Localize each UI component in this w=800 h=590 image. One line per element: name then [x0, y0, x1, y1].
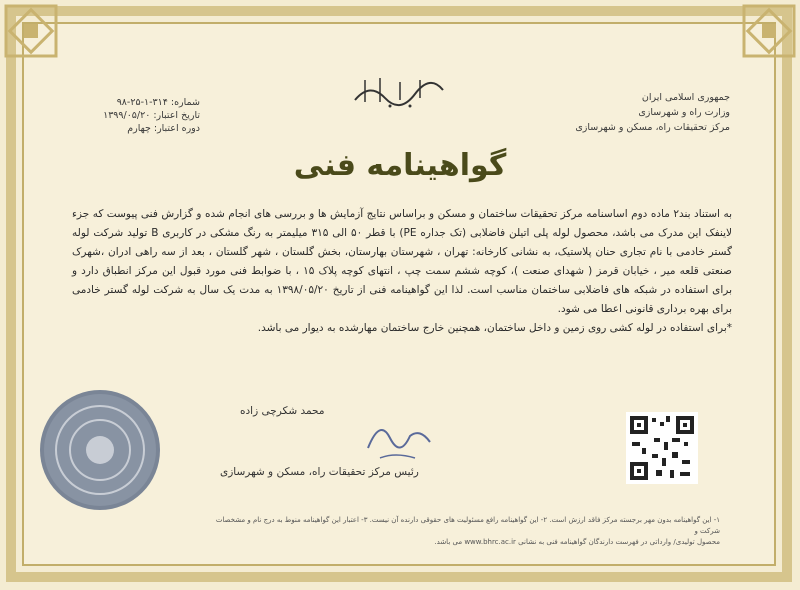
bismillah-calligraphy-icon	[350, 72, 448, 112]
certificate-title: گواهینامه فنی	[293, 148, 507, 183]
qr-code-icon	[626, 412, 698, 484]
official-seal-icon	[40, 390, 160, 510]
corner-ornament-icon	[740, 2, 798, 60]
header-center: مرکز تحقیقات راه، مسکن و شهرسازی	[575, 122, 730, 133]
footer-line: ۱- این گواهینامه بدون مهر برجسته مرکز فاقد ارزش است. ۲- این گواهینامه رافع مسئولیت های حقوقی دارنده آن نیست. ۳- اعتبار این گواهینامه منوط به درج نام و مشخصات شرکت و	[215, 516, 720, 535]
header-country: جمهوری اسلامی ایران	[641, 92, 730, 103]
footer-notes	[200, 515, 720, 548]
certificate-meta	[70, 96, 200, 135]
validity-period: دوره اعتبار: چهارم	[127, 123, 200, 134]
signer-title: رئیس مرکز تحقیقات راه، مسکن و شهرسازی	[220, 466, 419, 478]
signature-icon	[360, 408, 440, 468]
certificate-number: شماره: ۳۱۴-۱-۲۵-۹۸	[116, 97, 200, 108]
header-ministry: وزارت راه و شهرسازی	[638, 107, 730, 118]
signer-name: محمد شکرچی زاده	[240, 405, 325, 417]
corner-ornament-icon	[2, 2, 60, 60]
body-paragraph: به استناد بند۲ ماده دوم اساسنامه مرکز تحقیقات ساختمان و مسکن و براساس نتایج آزمایش ها و بررسی های انجام شده و گزارش فنی پیوست که جزء لاینفک این مدرک می باشد، محصول لوله پلی اتیلن فاضلابی (تک جداره PE) با قطر ۵۰ الی ۳۱۵ میلیمتر به رنگ مشکی در کاربری B تولید شرکت لوله گستر خادمی با نام تجاری حنان پلاستیک، به نشانی کارخانه: تهران ، شهرستان بهارستان، بخش گلستان ، شهر گلستان ، بعد از سه راهی ادران ،شهرک صنعتی قلعه میر ، خیابان قرمز ( شهدای صنعت )، کوچه ششم سمت چپ ، انتهای کوچه پلاک ۱۵ ، با ضوابط فنی مورد قبول این مرکز انطباق دارد و برای استفاده در شبکه های فاضلابی ساختمان مناسب است. لذا این گواهینامه فنی از تاریخ ۱۳۹۸/۰۵/۲۰ به مدت یک سال به شرکت لوله گستر خادمی برای بهره برداری قانونی اعطا می شود.	[72, 208, 733, 315]
valid-date: تاریخ اعتبار: ۱۳۹۹/۰۵/۲۰	[103, 110, 200, 121]
footer-line: محصول تولیدی/ وارداتی در فهرست دارندگان گواهینامه فنی به نشانی www.bhrc.ac.ir می باشد.	[434, 538, 720, 546]
body-note: *برای استفاده در لوله کشی روی زمین و داخل ساختمان، همچنین خارج ساختمان مهارشده به دیوار می باشد.	[257, 322, 732, 334]
issuer-header	[575, 90, 730, 135]
certificate-body	[72, 205, 732, 338]
